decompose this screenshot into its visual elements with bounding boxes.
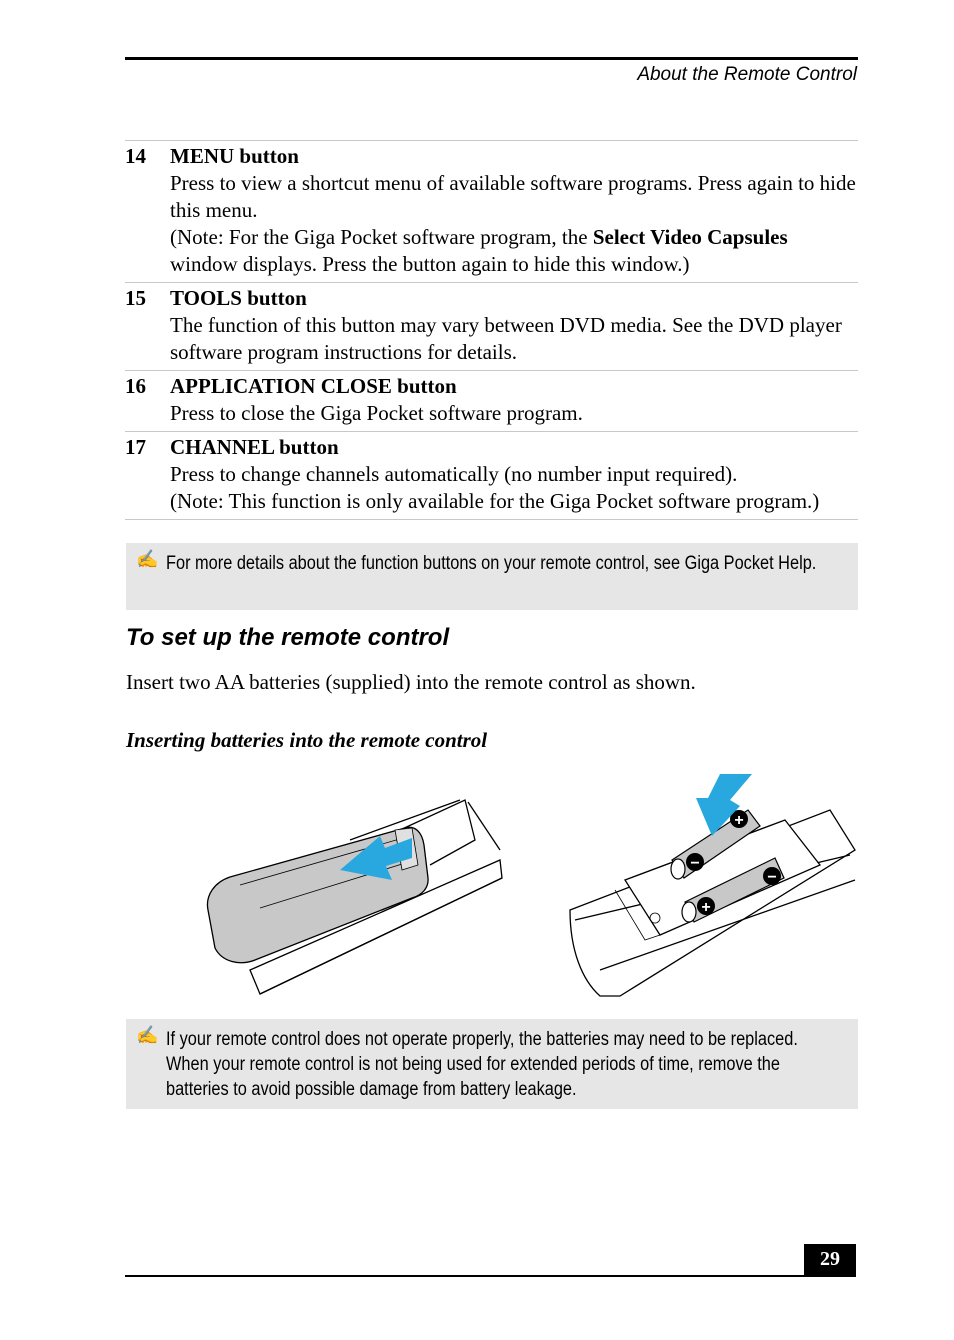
figure-caption: Inserting batteries into the remote control <box>126 728 488 752</box>
intro-paragraph: Insert two AA batteries (supplied) into the remote control as shown. <box>126 670 696 694</box>
svg-text:−: − <box>767 869 777 886</box>
entry-title: APPLICATION CLOSE button <box>170 374 457 398</box>
svg-text:+: + <box>734 812 744 829</box>
entry-note: (Note: For the Giga Pocket software program, the Select Video Capsules window displays. Press the button again to hide this window.) <box>170 225 788 276</box>
entry-number: 15 <box>125 286 146 310</box>
note-box <box>126 543 858 610</box>
svg-text:+: + <box>701 899 711 916</box>
button-description-table <box>125 140 858 520</box>
page-number: 29 <box>804 1244 856 1277</box>
pencil-note-icon: ✍ <box>136 1025 159 1045</box>
entry-description: The function of this button may vary between DVD media. See the DVD player software program instructions for details. <box>170 313 842 364</box>
table-row <box>125 282 858 370</box>
table-row <box>125 431 858 520</box>
pencil-note-icon: ✍ <box>136 549 159 569</box>
section-heading: To set up the remote control <box>126 624 450 651</box>
table-row <box>125 370 858 431</box>
bottom-rule <box>125 1275 856 1277</box>
entry-number: 14 <box>125 144 146 168</box>
running-header: About the Remote Control <box>637 64 857 85</box>
entry-description: Press to close the Giga Pocket software program. <box>170 401 583 425</box>
top-rule <box>125 57 858 60</box>
entry-title: CHANNEL button <box>170 435 339 459</box>
battery-insertion-illustration <box>200 770 860 1002</box>
ui-name: Select Video Capsules <box>592 225 788 249</box>
entry-title: TOOLS button <box>170 286 307 310</box>
entry-number: 17 <box>125 435 146 459</box>
entry-description: Press to change channels automatically (no number input required). <box>170 462 738 486</box>
entry-number: 16 <box>125 374 146 398</box>
note-box <box>126 1019 858 1109</box>
note-text: If your remote control does not operate properly, the batteries may need to be replaced. When your remote control is not being used for extended periods of time, remove the batteries to avoid possible damage from battery leakage. <box>166 1029 798 1100</box>
svg-text:−: − <box>690 855 700 872</box>
remote-cover-removal-drawing <box>207 800 502 994</box>
table-row <box>125 140 858 282</box>
note-text: For more details about the function buttons on your remote control, see Giga Pocket Help. <box>166 553 817 574</box>
entry-description: Press to view a shortcut menu of available software programs. Press again to hide this menu. <box>170 171 856 222</box>
entry-title: MENU button <box>170 144 299 168</box>
entry-note: (Note: This function is only available for the Giga Pocket software program.) <box>170 489 820 513</box>
